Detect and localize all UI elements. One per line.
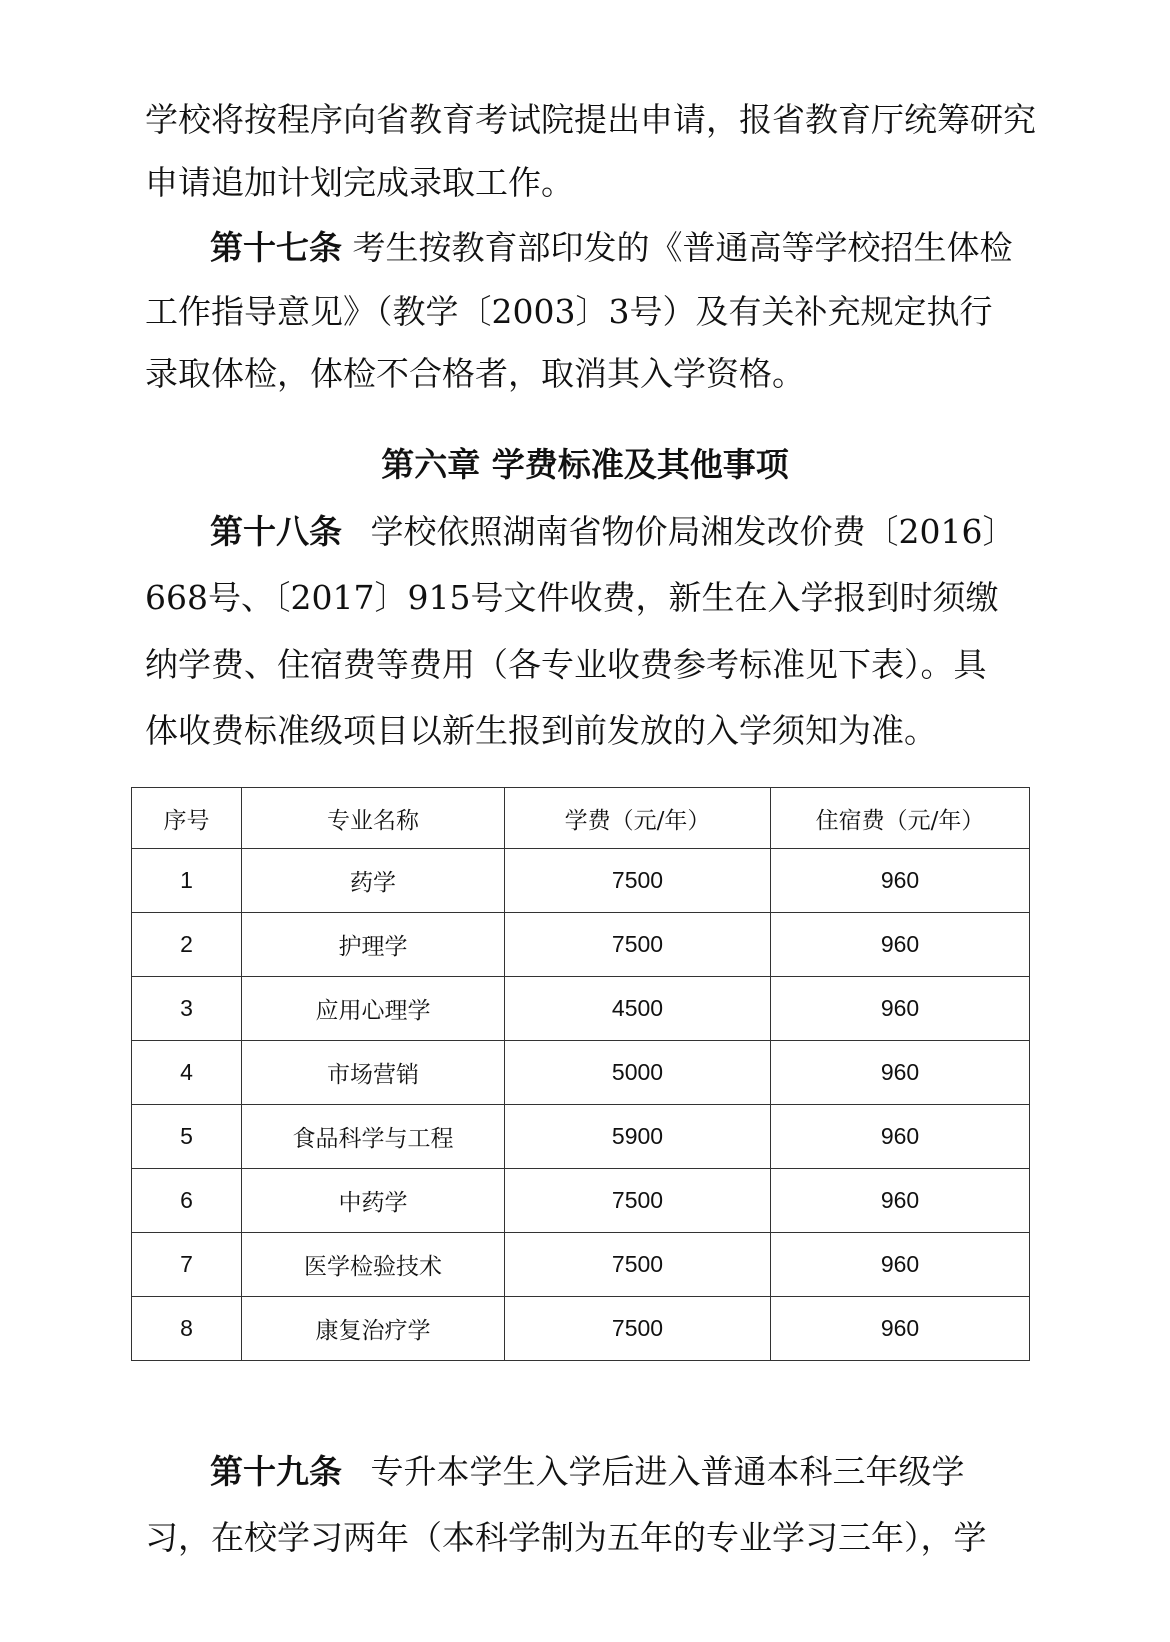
table-row — [132, 1233, 1030, 1297]
dorm-fee: 960 — [771, 977, 1030, 1041]
table-row — [132, 913, 1030, 977]
header-cell: 序号 — [132, 788, 242, 849]
dorm-fee: 960 — [771, 849, 1030, 913]
table-row — [132, 1041, 1030, 1105]
row-index: 6 — [132, 1169, 242, 1233]
major-name: 应用心理学 — [242, 977, 505, 1041]
tuition: 7500 — [505, 1297, 771, 1361]
article-18-heading: 第十八条 — [210, 512, 342, 551]
dorm-fee: 960 — [771, 1105, 1030, 1169]
row-index: 8 — [132, 1297, 242, 1361]
paragraph-line: 学校将按程序向省教育考试院提出申请，报省教育厅统筹研究 — [145, 100, 1036, 139]
paragraph-line: 体收费标准级项目以新生报到前发放的入学须知为准。 — [145, 711, 937, 750]
chapter-title: 第六章 学费标准及其他事项 — [381, 445, 789, 484]
header-cell: 住宿费（元/年） — [771, 788, 1030, 849]
row-index: 4 — [132, 1041, 242, 1105]
major-name: 中药学 — [242, 1169, 505, 1233]
article-17-line — [210, 228, 1013, 268]
row-index: 3 — [132, 977, 242, 1041]
tuition: 5900 — [505, 1105, 771, 1169]
fee-table — [131, 787, 1030, 1361]
dorm-fee: 960 — [771, 913, 1030, 977]
article-18-text: 学校依照湖南省物价局湘发改价费〔2016〕 — [370, 512, 1016, 551]
tuition: 7500 — [505, 849, 771, 913]
header-cell: 学费（元/年） — [505, 788, 771, 849]
article-19-heading: 第十九条 — [210, 1452, 342, 1491]
dorm-fee: 960 — [771, 1297, 1030, 1361]
row-index: 7 — [132, 1233, 242, 1297]
paragraph-line: 习，在校学习两年（本科学制为五年的专业学习三年），学 — [145, 1518, 987, 1557]
tuition: 5000 — [505, 1041, 771, 1105]
article-19-text: 专升本学生入学后进入普通本科三年级学 — [370, 1452, 965, 1491]
major-name: 食品科学与工程 — [242, 1105, 505, 1169]
paragraph-line: 录取体检，体检不合格者，取消其入学资格。 — [145, 354, 805, 393]
table-row — [132, 1297, 1030, 1361]
tuition: 4500 — [505, 977, 771, 1041]
major-name: 市场营销 — [242, 1041, 505, 1105]
paragraph-line: 纳学费、住宿费等费用（各专业收费参考标准见下表）。具 — [145, 645, 987, 684]
table-row — [132, 977, 1030, 1041]
dorm-fee: 960 — [771, 1041, 1030, 1105]
tuition: 7500 — [505, 1169, 771, 1233]
article-19-line — [210, 1452, 965, 1492]
paragraph-line: 668号、〔2017〕915号文件收费，新生在入学报到时须缴 — [145, 578, 999, 617]
major-name: 护理学 — [242, 913, 505, 977]
dorm-fee: 960 — [771, 1233, 1030, 1297]
major-name: 康复治疗学 — [242, 1297, 505, 1361]
table-row — [132, 849, 1030, 913]
row-index: 1 — [132, 849, 242, 913]
row-index: 5 — [132, 1105, 242, 1169]
article-18-line — [210, 512, 1015, 552]
table-header-row — [132, 788, 1030, 849]
major-name: 药学 — [242, 849, 505, 913]
major-name: 医学检验技术 — [242, 1233, 505, 1297]
paragraph-line: 申请追加计划完成录取工作。 — [145, 163, 574, 202]
table-row — [132, 1105, 1030, 1169]
dorm-fee: 960 — [771, 1169, 1030, 1233]
article-17-text: 考生按教育部印发的《普通高等学校招生体检 — [352, 228, 1013, 267]
paragraph-line: 工作指导意见》（教学〔2003〕3号）及有关补充规定执行 — [145, 292, 993, 331]
header-cell: 专业名称 — [242, 788, 505, 849]
tuition: 7500 — [505, 913, 771, 977]
article-17-heading: 第十七条 — [210, 228, 342, 267]
table-row — [132, 1169, 1030, 1233]
row-index: 2 — [132, 913, 242, 977]
tuition: 7500 — [505, 1233, 771, 1297]
